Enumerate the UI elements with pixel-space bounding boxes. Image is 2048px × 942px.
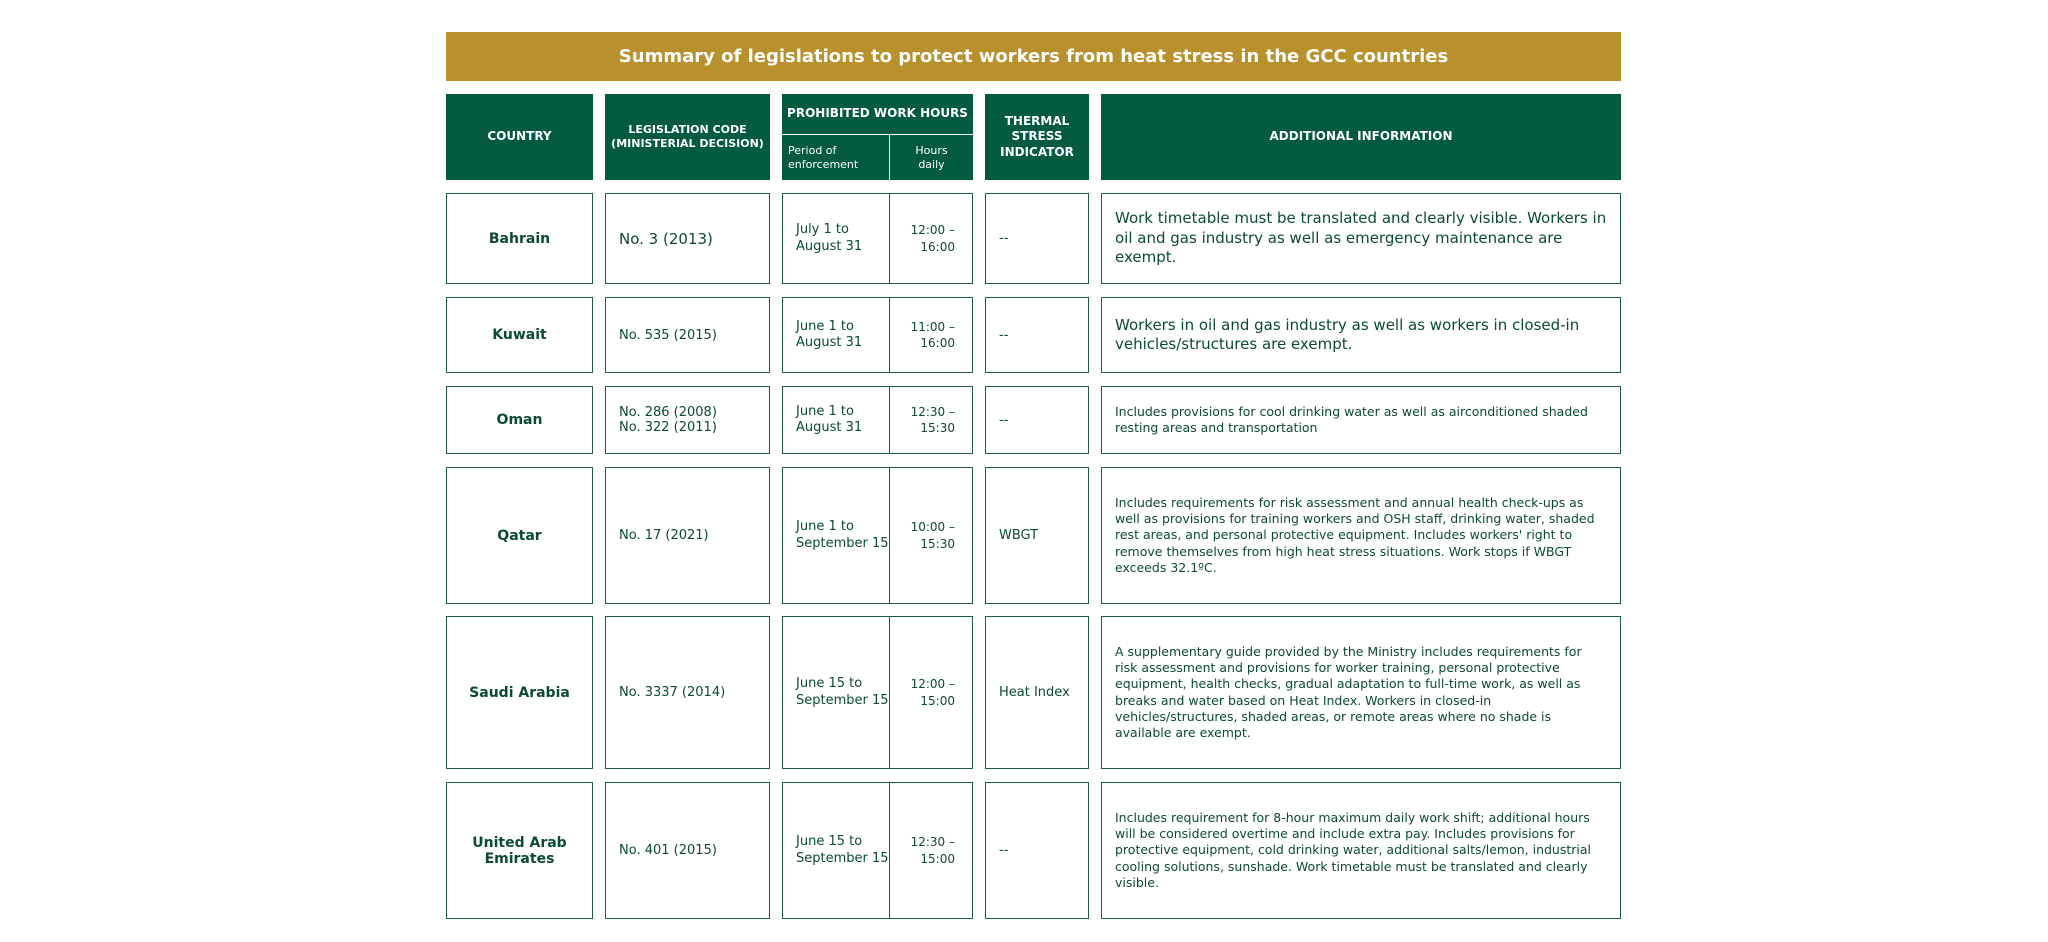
row-bahrain-code: No. 3 (2013) (605, 193, 770, 284)
row-uae-hours: 12:30 – 15:00 (889, 782, 973, 919)
row-qatar-country: Qatar (446, 467, 593, 604)
row-qatar-info: Includes requirements for risk assessment and annual health check-ups as well as provisions for training workers and OSH staff, drinking water, shaded rest areas, and personal protective equipment. Includes workers' right to remove themselves from high heat stress situations. Work stops if WBGT exceeds 32.1ºC. (1101, 467, 1621, 604)
row-qatar-code: No. 17 (2021) (605, 467, 770, 604)
header-country: COUNTRY (446, 94, 593, 180)
row-saudi-arabia-country: Saudi Arabia (446, 616, 593, 769)
header-hours-daily: Hours daily (890, 135, 973, 180)
row-bahrain-country: Bahrain (446, 193, 593, 284)
row-uae-code: No. 401 (2015) (605, 782, 770, 919)
row-kuwait-indicator: -- (985, 297, 1089, 373)
row-kuwait-code: No. 535 (2015) (605, 297, 770, 373)
row-bahrain-period: July 1 to August 31 (782, 193, 891, 284)
header-legislation-code: LEGISLATION CODE (MINISTERIAL DECISION) (605, 94, 770, 180)
row-saudi-arabia-hours: 12:00 – 15:00 (889, 616, 973, 769)
row-saudi-arabia-period: June 15 to September 15 (782, 616, 891, 769)
row-qatar-indicator: WBGT (985, 467, 1089, 604)
row-qatar-hours: 10:00 – 15:30 (889, 467, 973, 604)
row-oman-hours: 12:30 – 15:30 (889, 386, 973, 454)
row-oman-code: No. 286 (2008) No. 322 (2011) (605, 386, 770, 454)
row-uae-indicator: -- (985, 782, 1089, 919)
row-uae-country: United Arab Emirates (446, 782, 593, 919)
row-saudi-arabia-info: A supplementary guide provided by the Ministry includes requirements for risk assessment and provisions for worker training, personal protective equipment, health checks, gradual adaptation to full-time work, as well as breaks and water based on Heat Index. Workers in closed-in vehicles/structures, shaded areas, or remote areas where no shade is available are exempt. (1101, 616, 1621, 769)
row-oman-country: Oman (446, 386, 593, 454)
row-qatar-period: June 1 to September 15 (782, 467, 891, 604)
row-kuwait-info: Workers in oil and gas industry as well as workers in closed-in vehicles/structures are exempt. (1101, 297, 1621, 373)
row-oman-info: Includes provisions for cool drinking water as well as airconditioned shaded resting areas and transportation (1101, 386, 1621, 454)
row-kuwait-country: Kuwait (446, 297, 593, 373)
row-saudi-arabia-code: No. 3337 (2014) (605, 616, 770, 769)
row-bahrain-indicator: -- (985, 193, 1089, 284)
row-uae-info: Includes requirement for 8-hour maximum daily work shift; additional hours will be considered overtime and include extra pay. Includes provisions for protective equipment, cold drinking water, additional salts/lemon, industrial cooling solutions, sunshade. Work timetable must be translated and clearly visible. (1101, 782, 1621, 919)
row-bahrain-hours: 12:00 – 16:00 (889, 193, 973, 284)
header-period-of-enforcement: Period of enforcement (782, 135, 889, 180)
header-additional-information: ADDITIONAL INFORMATION (1101, 94, 1621, 180)
row-bahrain-info: Work timetable must be translated and clearly visible. Workers in oil and gas industry as well as emergency maintenance are exempt. (1101, 193, 1621, 284)
header-prohibited-work-hours: PROHIBITED WORK HOURS (782, 94, 973, 134)
row-oman-period: June 1 to August 31 (782, 386, 891, 454)
header-thermal-stress-indicator: THERMAL STRESS INDICATOR (985, 94, 1089, 180)
row-oman-indicator: -- (985, 386, 1089, 454)
table-title: Summary of legislations to protect workers from heat stress in the GCC countries (446, 32, 1621, 81)
row-uae-period: June 15 to September 15 (782, 782, 891, 919)
row-saudi-arabia-indicator: Heat Index (985, 616, 1089, 769)
row-kuwait-hours: 11:00 – 16:00 (889, 297, 973, 373)
row-kuwait-period: June 1 to August 31 (782, 297, 891, 373)
